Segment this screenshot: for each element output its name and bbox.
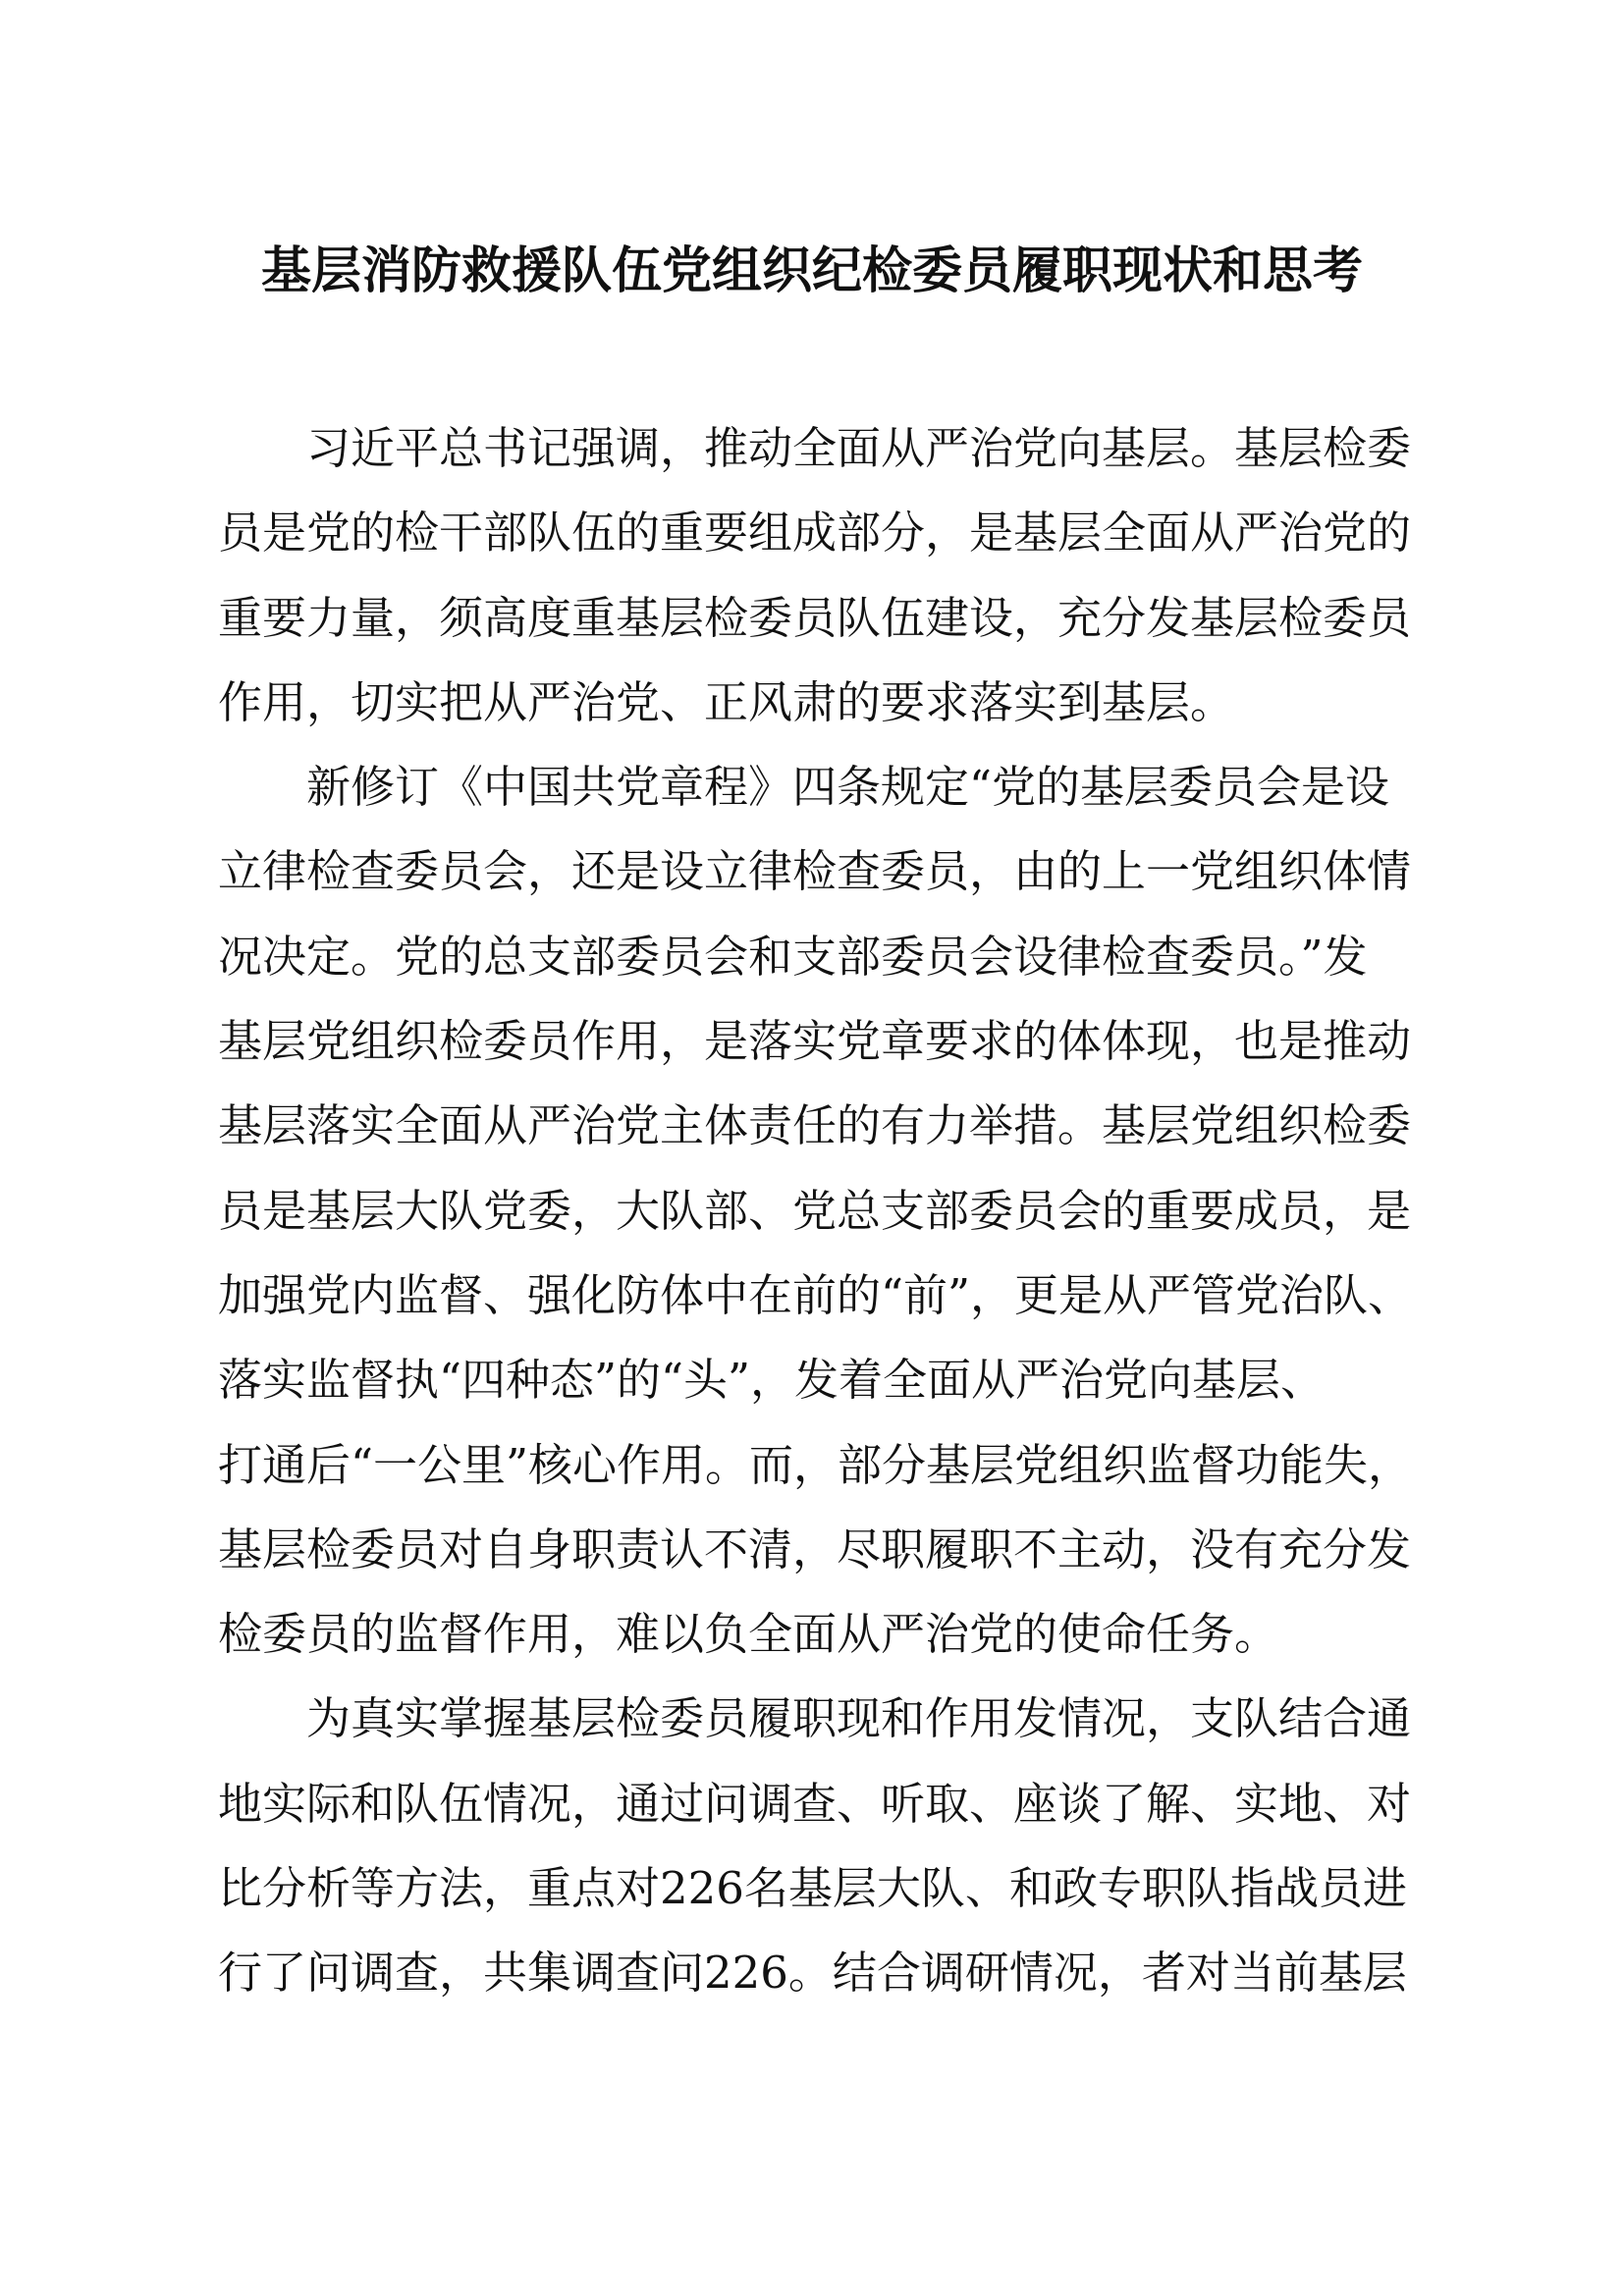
paragraph-line: 为真实掌握基层检委员履职现和作用发情况，支队结合通 xyxy=(306,1692,1412,1745)
paragraph-line: 员是基层大队党委，大队部、党总支部委员会的重要成员，是 xyxy=(218,1184,1412,1237)
document-title: 基层消防救援队伍党组织纪检委员履职现状和思考 xyxy=(260,242,1363,300)
paragraph-line: 新修订《中国共党章程》四条规定“党的基层委员会是设 xyxy=(306,761,1390,814)
paragraph-line: 立律检查委员会，还是设立律检查委员，由的上一党组织体情 xyxy=(218,845,1412,898)
paragraph xyxy=(218,406,1534,745)
paragraph-line: 习近平总书记强调，推动全面从严治党向基层。基层检委 xyxy=(306,422,1412,474)
paragraph-line: 基层党组织检委员作用，是落实党章要求的体体现，也是推动 xyxy=(218,1015,1412,1068)
paragraph-line: 地实际和队伍情况，通过问调查、听取、座谈了解、实地、对 xyxy=(218,1777,1412,1830)
paragraph-line: 重要力量，须高度重基层检委员队伍建设，充分发基层检委员 xyxy=(218,591,1412,644)
paragraph xyxy=(218,1677,1534,2015)
paragraph-line: 员是党的检干部队伍的重要组成部分，是基层全面从严治党的 xyxy=(218,507,1412,560)
paragraph-line: 行了问调查，共集调查问226。结合调研情况，者对当前基层 xyxy=(218,1947,1407,2000)
paragraph-line: 比分析等方法，重点对226名基层大队、和政专职队指战员进 xyxy=(218,1862,1407,1915)
paragraph-line: 基层检委员对自身职责认不清，尽职履职不主动，没有充分发 xyxy=(218,1522,1412,1575)
paragraph-line: 打通后“一公里”核心作用。而，部分基层党组织监督功能失， xyxy=(218,1438,1413,1491)
paragraph-line: 作用，切实把从严治党、正风肃的要求落实到基层。 xyxy=(218,675,1235,728)
paragraph-line: 基层落实全面从严治党主体责任的有力举措。基层党组织检委 xyxy=(218,1099,1412,1152)
paragraph xyxy=(218,745,1534,1677)
paragraph-line: 检委员的监督作用，难以负全面从严治党的使命任务。 xyxy=(218,1608,1279,1661)
paragraph-line: 加强党内监督、强化防体中在前的“前”，更是从严管党治队、 xyxy=(218,1268,1413,1321)
paragraph-line: 落实监督执“四种态”的“头”，发着全面从严治党向基层、 xyxy=(218,1354,1326,1407)
document-body xyxy=(218,406,1534,2016)
paragraph-line: 况决定。党的总支部委员会和支部委员会设律检查委员。”发 xyxy=(218,930,1368,983)
